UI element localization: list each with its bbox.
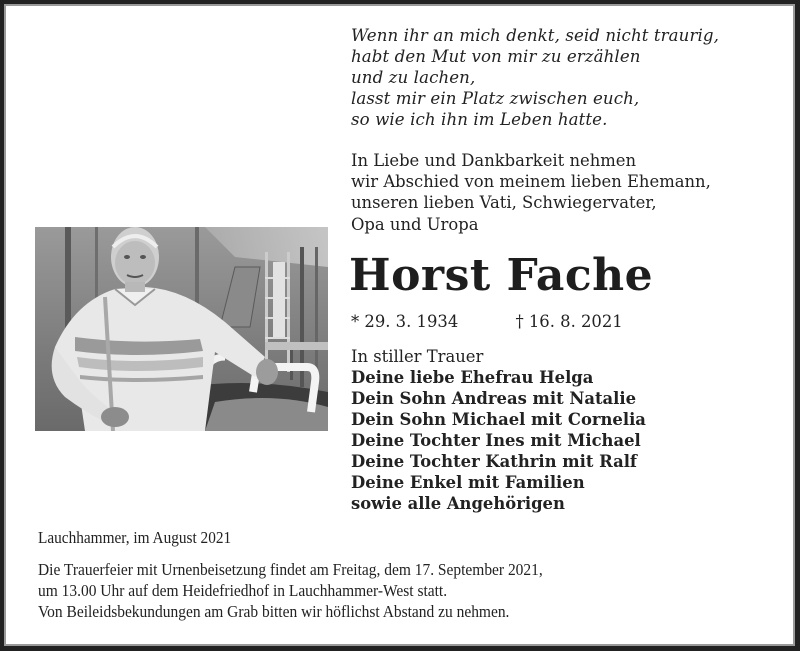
mourner-name: Deine Enkel mit Familien <box>351 473 585 492</box>
birth-date: * 29. 3. 1934 <box>351 312 459 331</box>
poem-line: habt den Mut von mir zu erzählen <box>351 47 641 66</box>
intro-line: In Liebe und Dankbarkeit nehmen <box>351 151 637 170</box>
place-and-date: Lauchhammer, im August 2021 <box>38 528 232 547</box>
mourner-name: Dein Sohn Michael mit Cornelia <box>351 410 646 429</box>
portrait-photo-image <box>35 227 328 431</box>
notice-line: um 13.00 Uhr auf dem Heidefriedhof in Lauchhammer-West statt. <box>38 581 448 600</box>
mourners-list <box>351 346 646 514</box>
mourner-name: Deine liebe Ehefrau Helga <box>351 368 594 387</box>
deceased-name: Horst Fache <box>349 250 654 301</box>
mourner-name: sowie alle Angehörigen <box>351 494 565 513</box>
poem <box>351 25 719 130</box>
poem-line: so wie ich ihn im Leben hatte. <box>351 110 608 129</box>
mourner-name: Deine Tochter Kathrin mit Ralf <box>351 452 637 471</box>
intro-text <box>351 150 711 235</box>
notice-line: Die Trauerfeier mit Urnenbeisetzung findet am Freitag, dem 17. September 2021, <box>38 560 543 579</box>
portrait-photo <box>35 227 328 431</box>
notice-line: Von Beileidsbekundungen am Grab bitten wir höflichst Abstand zu nehmen. <box>38 602 510 621</box>
poem-line: Wenn ihr an mich denkt, seid nicht traurig, <box>351 26 720 45</box>
intro-line: wir Abschied von meinem lieben Ehemann, <box>351 172 711 192</box>
intro-line: Opa und Uropa <box>351 214 479 234</box>
funeral-notice <box>38 559 543 622</box>
poem-line: lasst mir ein Platz zwischen euch, <box>351 89 640 108</box>
mourners-lead: In stiller Trauer <box>351 347 484 366</box>
poem-line: und zu lachen, <box>351 68 476 87</box>
intro-line: unseren lieben Vati, Schwiegervater, <box>351 193 657 213</box>
mourner-name: Deine Tochter Ines mit Michael <box>351 431 641 450</box>
footer <box>38 527 599 622</box>
life-dates <box>351 311 623 333</box>
mourner-name: Dein Sohn Andreas mit Natalie <box>351 389 637 408</box>
death-date: † 16. 8. 2021 <box>515 312 623 331</box>
